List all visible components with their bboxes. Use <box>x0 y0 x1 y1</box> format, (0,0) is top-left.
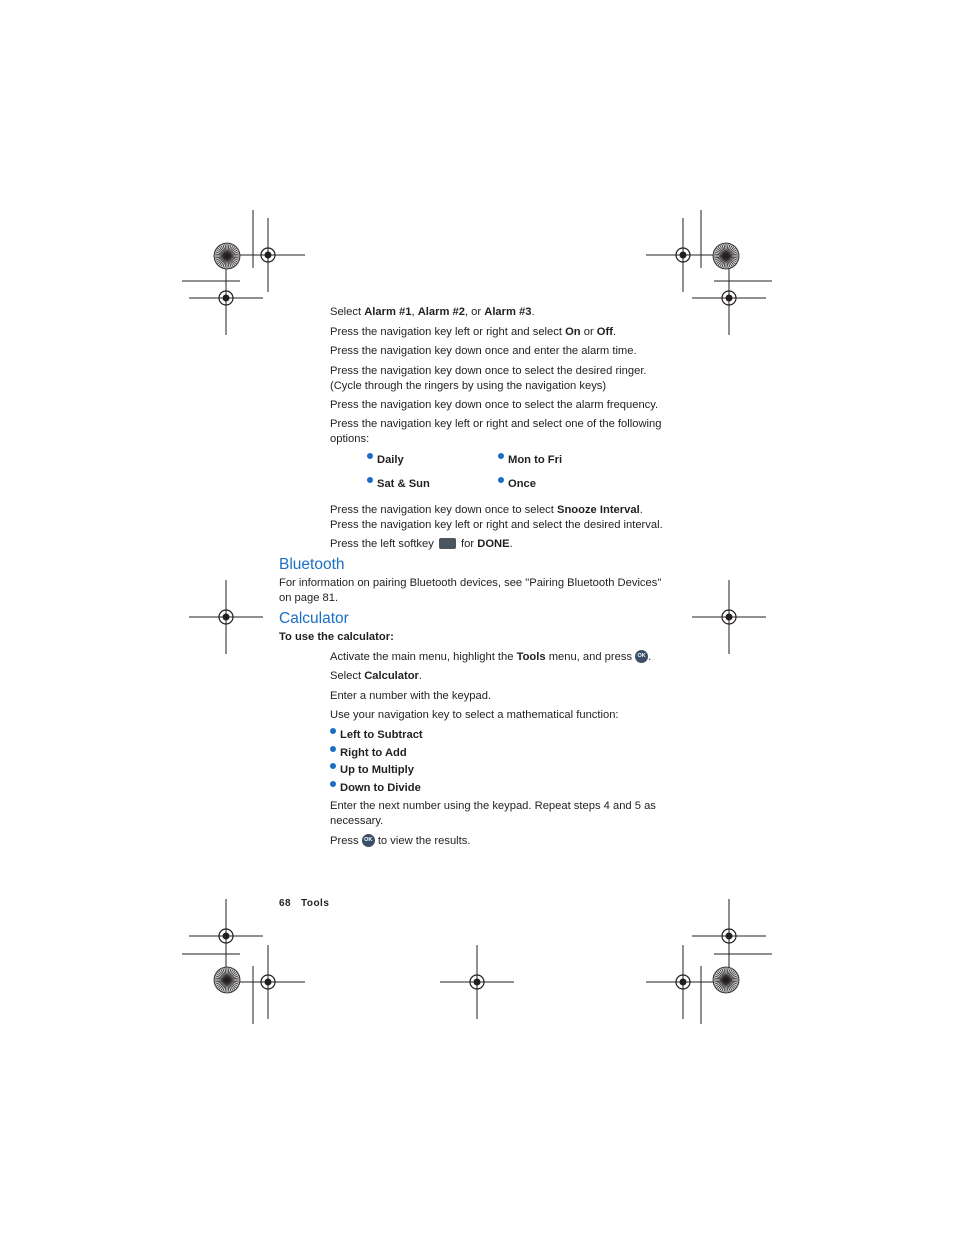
option-once: Once <box>498 477 536 491</box>
registration-target-icon <box>692 899 766 973</box>
starburst-icon <box>214 243 240 269</box>
ok-key-icon: OK <box>635 650 648 663</box>
step-select-alarm: Select Alarm #1, Alarm #2, or Alarm #3. <box>330 306 535 318</box>
bullet-icon <box>330 746 336 752</box>
step-done: Press the left softkey for DONE. <box>330 538 513 550</box>
step-snooze: Press the navigation key down once to select Snooze Interval. Press the navigation key left or right and select the desired interval. <box>330 504 663 531</box>
registration-target-icon <box>646 945 720 1019</box>
starburst-icon <box>713 967 739 993</box>
heading-calculator: Calculator <box>279 610 349 627</box>
page-number: 68 <box>279 898 292 909</box>
registration-target-icon <box>231 945 305 1019</box>
option-daily: Daily <box>367 453 404 467</box>
function-up-multiply: Up to Multiply <box>330 763 414 777</box>
registration-target-icon <box>189 580 263 654</box>
function-right-add: Right to Add <box>330 746 407 760</box>
calc-step-function: Use your navigation key to select a mathematical function: <box>330 709 619 721</box>
registration-target-icon <box>440 945 514 1019</box>
registration-target-icon <box>189 261 263 335</box>
registration-target-icon <box>692 580 766 654</box>
step-frequency: Press the navigation key down once to select the alarm frequency. <box>330 399 659 411</box>
calc-step-next: Enter the next number using the keypad. Repeat steps 4 and 5 as necessary. <box>330 800 656 827</box>
heading-bluetooth: Bluetooth <box>279 556 345 573</box>
bullet-icon <box>330 763 336 769</box>
registration-target-icon <box>189 899 263 973</box>
option-sat-sun: Sat & Sun <box>367 477 430 491</box>
registration-target-icon <box>646 218 720 292</box>
page-footer <box>279 898 329 909</box>
starburst-icon <box>214 967 240 993</box>
function-down-divide: Down to Divide <box>330 781 421 795</box>
function-left-subtract: Left to Subtract <box>330 728 423 742</box>
bullet-icon <box>498 477 504 483</box>
step-on-off: Press the navigation key left or right and select On or Off. <box>330 326 617 338</box>
calc-step-activate: Activate the main menu, highlight the Tools menu, and press OK . <box>330 651 652 663</box>
footer-section: Tools <box>300 898 330 909</box>
bullet-icon <box>330 728 336 734</box>
starburst-icon <box>713 243 739 269</box>
bullet-icon <box>367 453 373 459</box>
bullet-icon <box>330 781 336 787</box>
registration-target-icon <box>692 261 766 335</box>
calc-step-select: Select Calculator. <box>330 670 423 682</box>
registration-target-icon <box>231 218 305 292</box>
option-mon-to-fri: Mon to Fri <box>498 453 562 467</box>
calc-step-results: Press OK to view the results. <box>330 835 471 847</box>
step-options: Press the navigation key left or right and select one of the following options: <box>330 418 662 445</box>
bullet-icon <box>498 453 504 459</box>
calc-step-enter: Enter a number with the keypad. <box>330 690 492 702</box>
ok-key-icon: OK <box>362 834 375 847</box>
step-alarm-time: Press the navigation key down once and enter the alarm time. <box>330 345 637 357</box>
bullet-icon <box>367 477 373 483</box>
step-ringer: Press the navigation key down once to select the desired ringer. (Cycle through the ringers by using the navigation keys) <box>330 365 647 392</box>
left-softkey-icon <box>439 538 456 549</box>
calculator-subheading: To use the calculator: <box>279 631 394 643</box>
bluetooth-body: For information on pairing Bluetooth devices, see "Pairing Bluetooth Devices" on page 81. <box>279 577 662 604</box>
